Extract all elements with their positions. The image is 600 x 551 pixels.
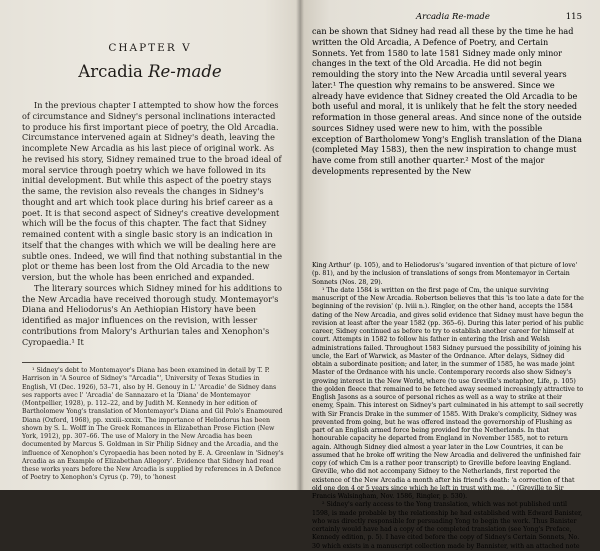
- left-page: [0, 0, 300, 490]
- left-footnotes: [22, 367, 284, 483]
- footnote: ¹ The date 1584 is written on the first page of Cm, the unique surviving manuscript of the New Arcadia. Robertson believes that this 'is too late a date for the beginning of the revision' (p. lviii n.). Ringler, on the other hand, accepts the 1584 dating of the New Arcadia, and gives solid evidence that Sidney must have begun the revision at least after the year 1582 (pp. 365–6). During this later period of his public career, Sidney continued as before to try to establish another career for himself at court. Attempts in 1582 to follow his father in entering the Irish and Welsh administrations failed. Throughout 1583 Sidney pursued the possibility of joining his uncle, the Earl of Warwick, as Master of the Ordnance. After delays, Sidney did obtain a subordinate position; and later, in the summer of 1585, he was made joint Master of the Ordnance with his uncle. Contemporary records also show Sidney's growing interest in the New World, where (to use Greville's metaphor, Life, p. 105) the golden fleece that remained to be fetched away seemed increasingly attractive to English Jasons as a source of personal riches as well as a way to strike at their enemy, Spain. This interest on Sidney's part culminated in his attempt to sail secretly with Sir Francis Drake in the summer of 1585. With Drake's complicity, Sidney was prevented from going, but he was offered instead the governorship of Flushing as part of an English armed force being provided for the Netherlands. In that honourable capacity he departed from England in November 1585, not to return again. Although Sidney died almost a year later in the Low Countries, it can be assumed that he broke off writing the New Arcadia and delivered the unfinished fair copy (of which Cm is a rather poor transcript) to Greville before leaving England. Greville, who did not accompany Sidney to the Netherlands, first reported the existence of the New Arcadia a month after his friend's death: 'a correction of that old one don 4 or 5 years since which he left in trust with me. . .' (Greville to Sir Francis Walsingham, Nov. 1586, Ringler, p. 530).: [312, 286, 584, 500]
- footnote-rule: [22, 362, 82, 363]
- footnote: ² Sidney's early access to the Yong translation, which was not published until 1598, is made probable by the relationship he had established with Edward Banister, who was directly responsible for persuading Yong to begin the work. Thus Banister certainly would have had a copy of the completed translation (see Yong's Preface, Kennedy edition, p. 5). I have cited before the copy of Sidney's Certain Sonnets, No. 30 which exists in a manuscript collection made by Bannister, with an attached note: [312, 501, 583, 550]
- right-footnotes: [312, 262, 584, 551]
- chapter-title-main: Arcadia: [78, 62, 143, 81]
- page-number: 115: [565, 12, 582, 22]
- body-paragraph: In the previous chapter I attempted to show how the forces of circumstance and Sidney's personal inclinations interacted to produce his first important piece of poetry, the Old Arcadia. Circumstance intervened again at Sidney's death, leaving the incomplete New Arcadia as his last piece of original work. As he revised his story, Sidney remained true to the broad ideal of moral service through poetry which we have followed in its initial development. But while this aspect of the poetry stays the same, the revision also reveals the changes in Sidney's thought and art which took place during his brief career as a poet. It is that second aspect of Sidney's creative development which will be the focus of this chapter. The fact that Sidney remained content with a single basic story is an indication in itself that the changes with which we will be dealing here are subtle ones. Indeed, we will find that nothing substantial in the plot or theme has been lost from the Old Arcadia to the new version, but the whole has been enriched and expanded.: [22, 100, 283, 282]
- footnote: ¹ Sidney's debt to Montemayor's Diana has been examined in detail by T. P. Harrison in 'A Source of Sidney's "Arcadia"', University of Texas Studies in English, VI (Dec. 1926), 53–71, also by H. Genouy in L' 'Arcadie' de Sidney dans ses rapports avec l' 'Arcadia' de Sannazaro et la 'Diana' de Montemayor (Montpellier, 1928), p. 112–22, and by Judith M. Kennedy in her edition of Bartholomew Yong's translation of Montemayor's Diana and Gil Polo's Enamoured Diana (Oxford, 1968), pp. xxxiii–xxxix. The importance of Heliodorus has been shown by S. L. Wolff in The Greek Romances in Elizabethan Prose Fiction (New York, 1912), pp. 307–66. The use of Malory in the New Arcadia has been documented by Marcus S. Goldman in Sir Philip Sidney and the Arcadia, and the influence of Xenophon's Cyropaedia has been noted by E. A. Greenlaw in 'Sidney's Arcadia as an Example of Elizabethan Allegory'. Evidence that Sidney had read these works years before the New Arcadia is supplied by references in A Defence of Poetry to Xenophon's Cyrus (p. 79), to 'honest: [22, 367, 284, 482]
- page-gutter: [296, 0, 304, 490]
- chapter-label: CHAPTER V: [108, 42, 192, 54]
- chapter-title: [0, 62, 300, 81]
- running-title: Arcadia Re-made: [416, 12, 490, 22]
- footnote-continued: King Arthur' (p. 105), and to Heliodorus's 'sugared invention of that picture of love' (p. 81), and by the inclusion of translations of songs from Montemayor in Certain Sonnets (Nos. 28, 29).: [312, 262, 578, 286]
- left-body-text: [22, 100, 284, 347]
- right-body-text: [312, 26, 584, 177]
- body-paragraph: The literary sources which Sidney mined for his additions to the New Arcadia have received thorough study. Montemayor's Diana and Heliodorus's An Aethiopian History have been identified as major influences on the revision, with lesser contributions from Malory's Arthurian tales and Xenophon's Cyropaedia.¹ It: [22, 282, 282, 347]
- body-paragraph: can be shown that Sidney had read all these by the time he had written the Old Arcadia, A Defence of Poetry, and Certain Sonnets. Yet from 1580 to late 1581 Sidney made only minor changes in the text of the Old Arcadia. He did not begin remoulding the story into the New Arcadia until several years later.¹ The question why remains to be answered. Since we already have evidence that Sidney created the Old Arcadia to be both useful and moral, it is unlikely that he felt the story needed reformation in those general areas. And since none of the outside sources Sidney used were new to him, with the possible exception of Bartholomew Yong's English translation of the Diana (completed May 1583), then the new inspiration to change must have come from still another quarter.² Most of the major developments represented by the New: [312, 26, 582, 176]
- chapter-title-italic: Re-made: [148, 62, 222, 81]
